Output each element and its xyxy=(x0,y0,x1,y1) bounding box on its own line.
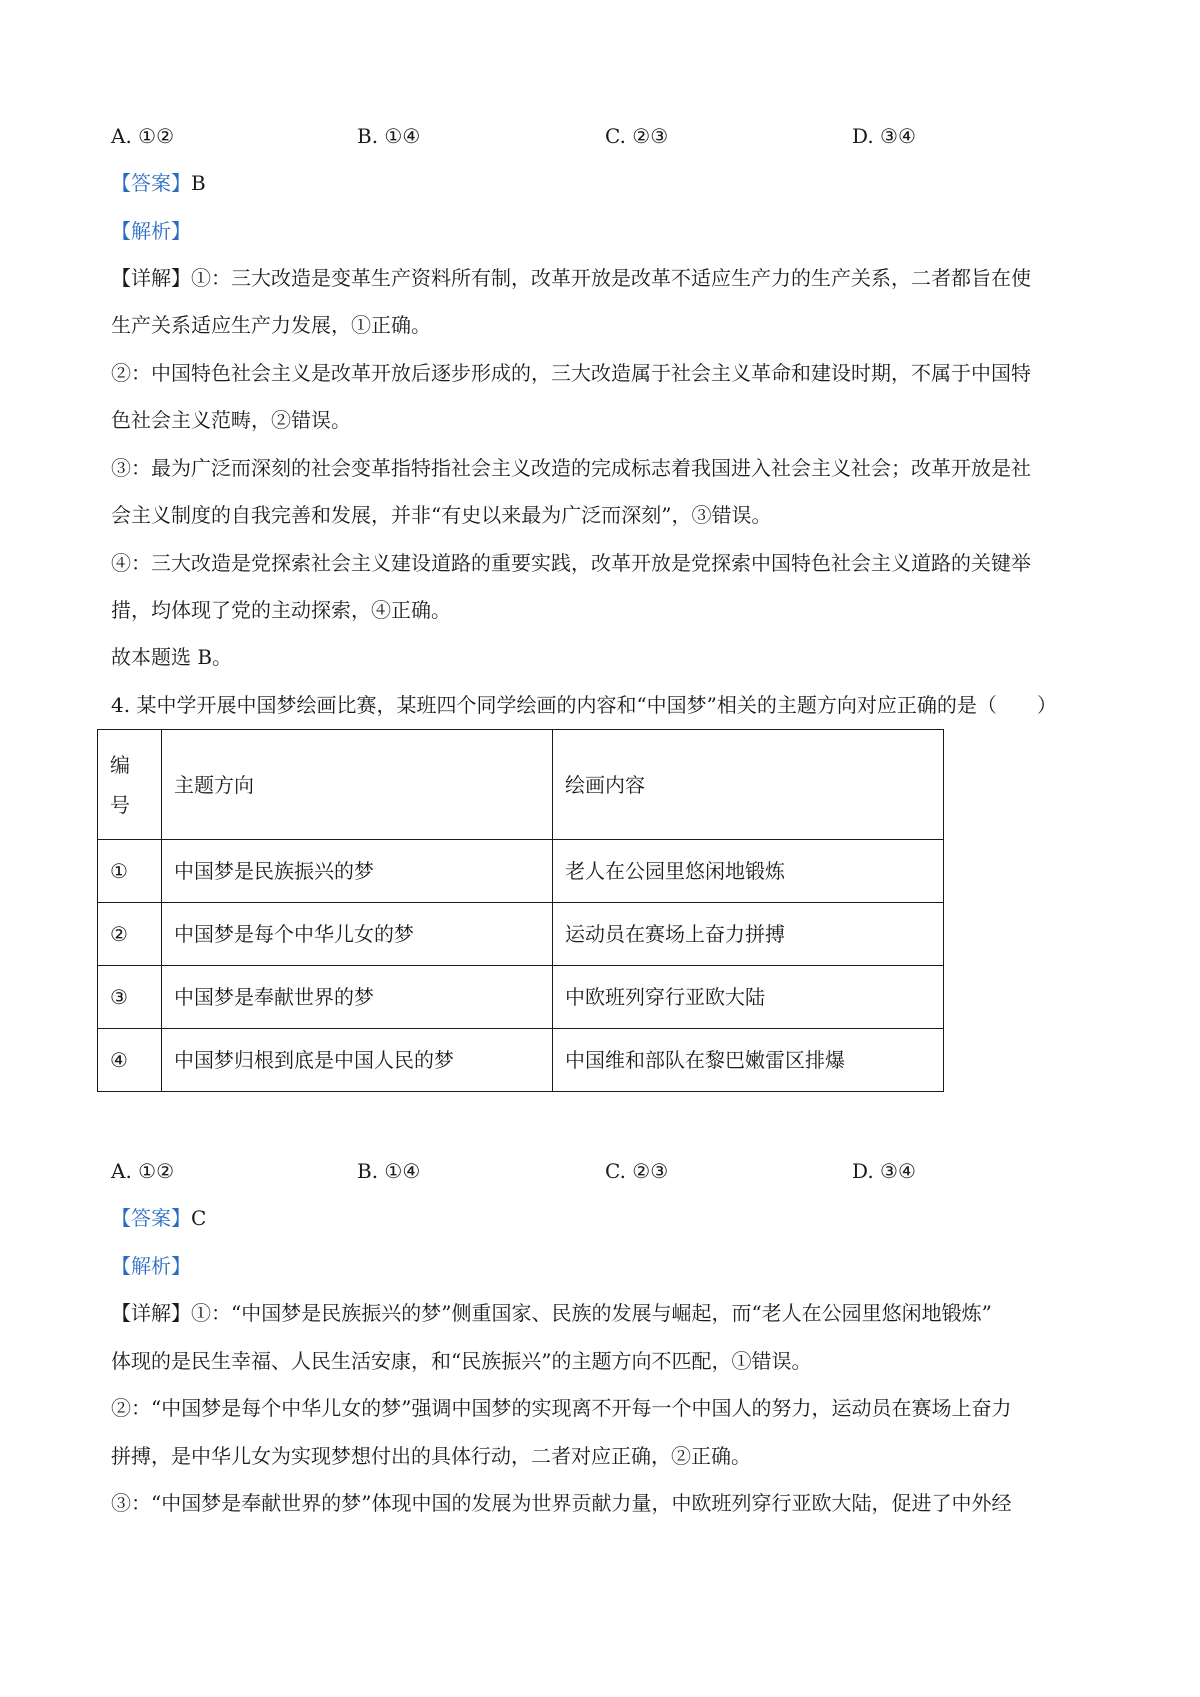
table-header-row xyxy=(98,730,944,840)
row-content: 中国维和部队在黎巴嫩雷区排爆 xyxy=(553,1029,944,1092)
q4-detail-line: 拼搏，是中华儿女为实现梦想付出的具体行动，二者对应正确，②正确。 xyxy=(111,1444,751,1468)
q4-table xyxy=(97,729,944,1092)
q3-detail-line: ④：三大改造是党探索社会主义建设道路的重要实践，改革开放是党探索中国特色社会主义道路的关键举 xyxy=(111,551,1031,575)
q4-option-b: B. ①④ xyxy=(357,1159,421,1183)
detail-tag: 【详解】 xyxy=(111,1301,191,1325)
q3-detail-line: 色社会主义范畴，②错误。 xyxy=(111,408,351,432)
header-content: 绘画内容 xyxy=(553,730,944,840)
row-content: 老人在公园里悠闲地锻炼 xyxy=(553,840,944,903)
q3-detail-line: 会主义制度的自我完善和发展，并非“有史以来最为广泛而深刻”，③错误。 xyxy=(111,503,772,527)
q3-detail-line: 措，均体现了党的主动探索，④正确。 xyxy=(111,598,451,622)
header-theme: 主题方向 xyxy=(162,730,553,840)
row-number: ④ xyxy=(98,1029,162,1092)
row-number: ② xyxy=(98,903,162,966)
q3-option-c: C. ②③ xyxy=(605,124,669,148)
q4-option-d: D. ③④ xyxy=(852,1159,916,1183)
q3-detail-line: ③：最为广泛而深刻的社会变革指特指社会主义改造的完成标志着我国进入社会主义社会；改革开放是社 xyxy=(111,456,1031,480)
q4-option-a: A. ①② xyxy=(111,1159,175,1183)
answer-tag: 【答案】 xyxy=(111,1206,191,1230)
q3-detail-line xyxy=(111,264,1031,292)
row-content: 运动员在赛场上奋力拼搏 xyxy=(553,903,944,966)
q3-conclusion: 故本题选 B。 xyxy=(111,645,233,669)
row-number: ③ xyxy=(98,966,162,1029)
q4-detail-line: ②：“中国梦是每个中华儿女的梦”强调中国梦的实现离不开每一个中国人的努力，运动员在赛场上奋力 xyxy=(111,1396,1012,1420)
q3-detail-line: 生产关系适应生产力发展，①正确。 xyxy=(111,313,431,337)
q4-analysis-tag: 【解析】 xyxy=(111,1254,191,1278)
q4-option-c: C. ②③ xyxy=(605,1159,669,1183)
detail-text: ①：“中国梦是民族振兴的梦”侧重国家、民族的发展与崛起，而“老人在公园里悠闲地锻炼” xyxy=(191,1301,992,1325)
header-number: 编号 xyxy=(98,730,162,840)
q3-detail-line: ②：中国特色社会主义是改革开放后逐步形成的，三大改造属于社会主义革命和建设时期，不属于中国特 xyxy=(111,361,1031,385)
q3-option-a: A. ①② xyxy=(111,124,175,148)
q3-answer xyxy=(111,169,206,197)
detail-tag: 【详解】 xyxy=(111,266,191,290)
q4-detail-line: 体现的是民生幸福、人民生活安康，和“民族振兴”的主题方向不匹配，①错误。 xyxy=(111,1349,812,1373)
row-content: 中欧班列穿行亚欧大陆 xyxy=(553,966,944,1029)
q3-option-b: B. ①④ xyxy=(357,124,421,148)
q3-option-d: D. ③④ xyxy=(852,124,916,148)
detail-text: ①：三大改造是变革生产资料所有制，改革开放是改革不适应生产力的生产关系，二者都旨在使 xyxy=(191,266,1031,290)
row-theme: 中国梦是民族振兴的梦 xyxy=(162,840,553,903)
row-theme: 中国梦是奉献世界的梦 xyxy=(162,966,553,1029)
q4-detail-line xyxy=(111,1299,992,1327)
q4-stem: 4. 某中学开展中国梦绘画比赛，某班四个同学绘画的内容和“中国梦”相关的主题方向对应正确的是（ ） xyxy=(111,693,1057,717)
table-row xyxy=(98,903,944,966)
row-theme: 中国梦是每个中华儿女的梦 xyxy=(162,903,553,966)
row-number: ① xyxy=(98,840,162,903)
table-row xyxy=(98,840,944,903)
answer-value: B xyxy=(191,171,206,195)
answer-tag: 【答案】 xyxy=(111,171,191,195)
table-row xyxy=(98,966,944,1029)
answer-value: C xyxy=(191,1206,207,1230)
q4-answer xyxy=(111,1204,206,1232)
row-theme: 中国梦归根到底是中国人民的梦 xyxy=(162,1029,553,1092)
q3-analysis-tag: 【解析】 xyxy=(111,219,191,243)
table-row xyxy=(98,1029,944,1092)
q4-detail-line: ③：“中国梦是奉献世界的梦”体现中国的发展为世界贡献力量，中欧班列穿行亚欧大陆，促进了中外经 xyxy=(111,1491,1012,1515)
